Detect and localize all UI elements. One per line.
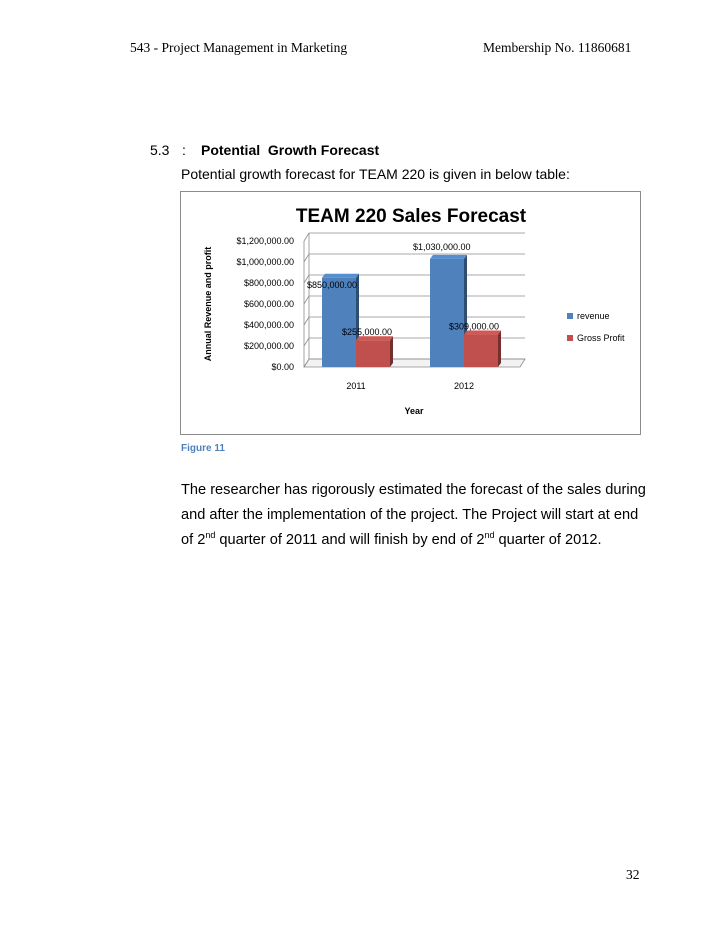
- data-label: $255,000.00: [342, 327, 393, 338]
- data-label: $850,000.00: [307, 279, 358, 290]
- gridline-perspective: [304, 254, 309, 262]
- y-tick-label: $1,200,000.00: [236, 236, 294, 246]
- x-tick-label: 2012: [453, 381, 475, 391]
- bar-revenue: [430, 259, 464, 367]
- x-tick-label: 2011: [346, 381, 366, 391]
- legend-swatch: [567, 313, 573, 319]
- chart-title: TEAM 220 Sales Forecast: [295, 206, 527, 227]
- y-tick-label: $400,000.00: [243, 320, 294, 330]
- section-title: Potential Growth Forecast: [201, 142, 380, 158]
- section-separator: :: [182, 142, 186, 158]
- data-label: $309,000.00: [449, 321, 500, 332]
- y-axis-title: Annual Revenue and profit: [203, 246, 213, 362]
- body-paragraph: [181, 478, 651, 553]
- figure-caption: Figure 11: [181, 443, 225, 454]
- y-tick-label: $1,000,000.00: [236, 257, 294, 267]
- gridline-perspective: [304, 317, 309, 325]
- bar-side-gross-profit: [390, 336, 393, 367]
- y-tick-label: $800,000.00: [243, 278, 294, 288]
- section-number: 5.3: [150, 142, 170, 158]
- legend-swatch: [567, 335, 573, 341]
- legend-label: revenue: [577, 311, 610, 321]
- paragraph-line-3c: quarter of 2012.: [494, 532, 602, 548]
- paragraph-line-3: [181, 528, 651, 553]
- data-label: $1,030,000.00: [413, 241, 471, 252]
- paragraph-line-2: and after the implementation of the project. The Project will start at end: [181, 507, 639, 523]
- superscript-2: nd: [484, 530, 495, 541]
- sales-forecast-chart: [180, 191, 641, 435]
- superscript-1: nd: [205, 530, 216, 541]
- y-tick-label: $200,000.00: [243, 341, 294, 351]
- bar-gross-profit: [356, 340, 390, 367]
- bar-side-gross-profit: [498, 331, 501, 367]
- paragraph-line-3a: of 2: [181, 532, 206, 548]
- bar-top-revenue: [430, 255, 467, 259]
- y-tick-label: $600,000.00: [243, 299, 294, 309]
- x-axis-title: Year: [404, 406, 424, 416]
- header-left: 543 - Project Management in Marketing: [130, 40, 348, 55]
- bar-top-revenue: [322, 274, 359, 278]
- paragraph-line-1: The researcher has rigorously estimated the forecast of the sales during: [181, 482, 646, 498]
- chart-svg: [181, 192, 642, 436]
- bar-revenue: [322, 278, 356, 367]
- paragraph-line-3b: quarter of 2011 and will finish by end of 2: [215, 532, 485, 548]
- section-intro: Potential growth forecast for TEAM 220 is given in below table:: [181, 166, 570, 182]
- header-right: Membership No. 11860681: [483, 40, 632, 55]
- page-number: 32: [626, 867, 640, 882]
- gridline-perspective: [304, 233, 309, 241]
- legend-label: Gross Profit: [577, 333, 625, 343]
- gridline-perspective: [304, 338, 309, 346]
- gridline-perspective: [304, 296, 309, 304]
- bar-gross-profit: [464, 335, 498, 367]
- y-tick-label: $0.00: [271, 362, 294, 372]
